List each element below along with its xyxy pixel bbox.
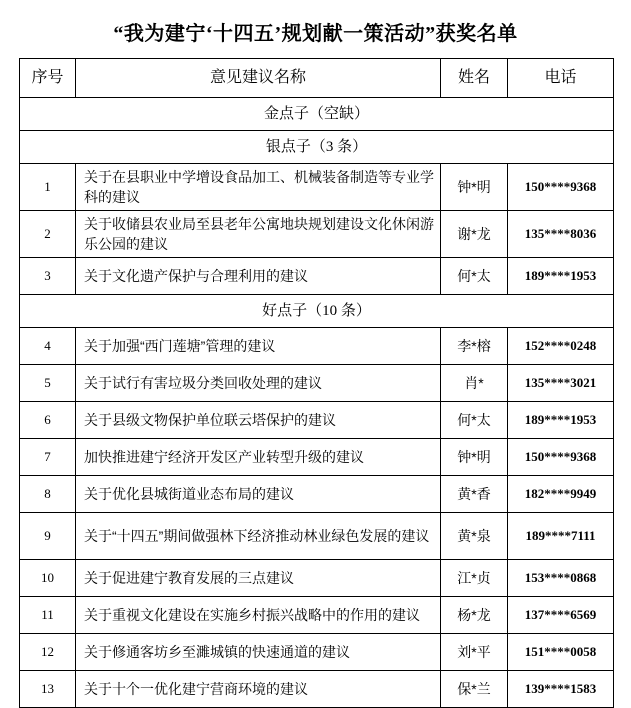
column-header-name: 姓名 [441, 59, 508, 98]
row-suggestion-title: 关于“十四五”期间做强林下经济推动林业绿色发展的建议 [76, 513, 441, 560]
row-phone-number: 189****1953 [508, 402, 614, 439]
row-index: 5 [20, 365, 76, 402]
row-phone-number: 151****0058 [508, 634, 614, 671]
row-suggestion-title: 关于加强“西门莲塘”管理的建议 [76, 328, 441, 365]
row-index: 1 [20, 164, 76, 211]
section-heading-row [20, 98, 614, 131]
row-person-name: 保*兰 [441, 671, 508, 708]
table-row [20, 211, 614, 258]
award-list-table [19, 58, 614, 708]
row-person-name: 何*太 [441, 402, 508, 439]
row-person-name: 黄*香 [441, 476, 508, 513]
section-heading: 好点子（10 条） [20, 295, 614, 328]
table-row [20, 439, 614, 476]
row-index: 3 [20, 258, 76, 295]
table-row [20, 513, 614, 560]
column-header-index: 序号 [20, 59, 76, 98]
row-index: 10 [20, 560, 76, 597]
row-suggestion-title: 关于重视文化建设在实施乡村振兴战略中的作用的建议 [76, 597, 441, 634]
row-suggestion-title: 加快推进建宁经济开发区产业转型升级的建议 [76, 439, 441, 476]
table-row [20, 365, 614, 402]
row-person-name: 谢*龙 [441, 211, 508, 258]
row-index: 9 [20, 513, 76, 560]
row-index: 4 [20, 328, 76, 365]
row-person-name: 杨*龙 [441, 597, 508, 634]
row-phone-number: 150****9368 [508, 439, 614, 476]
table-row [20, 671, 614, 708]
row-person-name: 李*榕 [441, 328, 508, 365]
table-row [20, 258, 614, 295]
row-phone-number: 153****0868 [508, 560, 614, 597]
column-header-phone: 电话 [508, 59, 614, 98]
row-index: 2 [20, 211, 76, 258]
row-phone-number: 137****6569 [508, 597, 614, 634]
row-index: 6 [20, 402, 76, 439]
row-index: 12 [20, 634, 76, 671]
row-suggestion-title: 关于促进建宁教育发展的三点建议 [76, 560, 441, 597]
row-phone-number: 135****8036 [508, 211, 614, 258]
row-index: 11 [20, 597, 76, 634]
row-person-name: 何*太 [441, 258, 508, 295]
table-row [20, 560, 614, 597]
row-person-name: 黄*泉 [441, 513, 508, 560]
page-title: “我为建宁‘十四五’规划献一策活动”获奖名单 [113, 23, 518, 45]
section-heading-row [20, 295, 614, 328]
row-person-name: 肖* [441, 365, 508, 402]
row-index: 13 [20, 671, 76, 708]
row-suggestion-title: 关于县级文物保护单位联云塔保护的建议 [76, 402, 441, 439]
section-heading: 金点子（空缺） [20, 98, 614, 131]
row-suggestion-title: 关于在县职业中学增设食品加工、机械装备制造等专业学科的建议 [76, 164, 441, 211]
table-row [20, 402, 614, 439]
section-heading: 银点子（3 条） [20, 131, 614, 164]
row-suggestion-title: 关于文化遗产保护与合理利用的建议 [76, 258, 441, 295]
row-index: 8 [20, 476, 76, 513]
row-phone-number: 152****0248 [508, 328, 614, 365]
row-person-name: 钟*明 [441, 164, 508, 211]
row-suggestion-title: 关于收储县农业局至县老年公寓地块规划建设文化休闲游乐公园的建议 [76, 211, 441, 258]
table-row [20, 164, 614, 211]
row-suggestion-title: 关于试行有害垃圾分类回收处理的建议 [76, 365, 441, 402]
row-phone-number: 182****9949 [508, 476, 614, 513]
row-person-name: 刘*平 [441, 634, 508, 671]
row-suggestion-title: 关于修通客坊乡至濉城镇的快速通道的建议 [76, 634, 441, 671]
row-suggestion-title: 关于优化县城街道业态布局的建议 [76, 476, 441, 513]
row-index: 7 [20, 439, 76, 476]
row-suggestion-title: 关于十个一优化建宁营商环境的建议 [76, 671, 441, 708]
column-header-suggestion: 意见建议名称 [76, 59, 441, 98]
row-phone-number: 189****1953 [508, 258, 614, 295]
row-phone-number: 150****9368 [508, 164, 614, 211]
table-row [20, 328, 614, 365]
table-row [20, 476, 614, 513]
row-person-name: 江*贞 [441, 560, 508, 597]
row-phone-number: 139****1583 [508, 671, 614, 708]
table-row [20, 597, 614, 634]
row-phone-number: 135****3021 [508, 365, 614, 402]
award-list-table-wrapper [19, 58, 613, 708]
section-heading-row [20, 131, 614, 164]
row-person-name: 钟*明 [441, 439, 508, 476]
table-row [20, 634, 614, 671]
row-phone-number: 189****7111 [508, 513, 614, 560]
table-header-row [20, 59, 614, 98]
